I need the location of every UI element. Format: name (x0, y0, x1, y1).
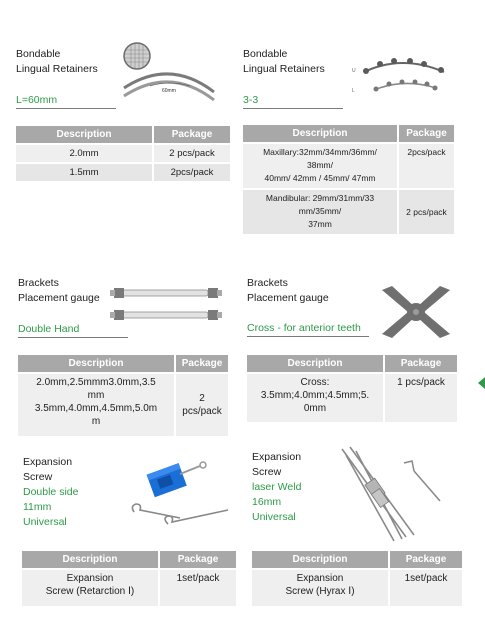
s5-spec-line3: Universal (23, 516, 67, 528)
s3-underline (18, 337, 128, 338)
table-row (251, 569, 463, 607)
s3-subtitle: Double Hand (18, 323, 80, 335)
s5-expansion-screw-image (128, 452, 238, 532)
s6-header-description: Description (251, 550, 389, 569)
table-row (242, 189, 455, 235)
s1-header-description: Description (15, 125, 153, 144)
s2-row2-description: Mandibular: 29mm/31mm/33 mm/35mm/ 37mm (242, 189, 398, 235)
s4-header-row (246, 354, 458, 373)
s4-header-description: Description (246, 354, 384, 373)
s2-title (243, 47, 325, 77)
s5-package: 1set/pack (159, 569, 237, 607)
s2-image-label-u: U (352, 68, 356, 74)
s3-package: 2 pcs/pack (175, 373, 229, 437)
s1-retainer-image (110, 40, 228, 106)
s4-header-package: Package (384, 354, 458, 373)
table-row (246, 373, 458, 423)
s1-row2-description: 1.5mm (15, 163, 153, 182)
s5-title (23, 455, 72, 485)
s3-title (18, 276, 100, 306)
s1-title-line1: Bondable (16, 48, 61, 60)
s5-header-description: Description (21, 550, 159, 569)
s4-cross-gauge-image (378, 284, 454, 340)
s1-title-line2: Lingual Retainers (16, 63, 98, 75)
s3-spec-table (16, 353, 230, 438)
s6-spec-table (250, 549, 464, 608)
s3-gauge-image (108, 280, 228, 328)
table-row (15, 163, 231, 182)
s4-package: 1 pcs/pack (384, 373, 458, 423)
s6-spec-line3: Universal (252, 511, 296, 523)
s2-title-line2: Lingual Retainers (243, 63, 325, 75)
s3-title-line1: Brackets (18, 277, 59, 289)
s2-underline (243, 108, 343, 109)
s6-package: 1set/pack (389, 569, 463, 607)
s1-underline (16, 108, 116, 109)
s2-header-description: Description (242, 124, 398, 143)
table-row (17, 373, 229, 437)
s3-header-description: Description (17, 354, 175, 373)
s5-spec-line1: Double side (23, 486, 79, 498)
s6-header-row (251, 550, 463, 569)
s6-title (252, 450, 301, 480)
s1-header-package: Package (153, 125, 231, 144)
s3-header-package: Package (175, 354, 229, 373)
s2-row2-package: 2 pcs/pack (398, 189, 455, 235)
s1-spec-table (14, 124, 232, 183)
s6-spec-line2: 16mm (252, 496, 282, 508)
s4-title-line2: Placement gauge (247, 292, 329, 304)
s6-description: Expansion Screw (Hyrax Ⅰ) (251, 569, 389, 607)
s3-title-line2: Placement gauge (18, 292, 100, 304)
s1-row2-package: 2pcs/pack (153, 163, 231, 182)
s6-title-line2: Screw (252, 466, 282, 478)
s4-subtitle: Cross - for anterior teeth (247, 322, 361, 334)
s5-spec-line2: 11mm (23, 501, 52, 513)
s2-image-label-l: L (352, 88, 355, 94)
s1-header-row (15, 125, 231, 144)
s4-title (247, 276, 329, 306)
s5-spec-table (20, 549, 238, 608)
s2-subtitle: 3-3 (243, 94, 259, 106)
s4-description: Cross: 3.5mm;4.0mm;4.5mm;5. 0mm (246, 373, 384, 423)
s1-title (16, 47, 98, 77)
s6-hyrax-screw-image (336, 443, 448, 545)
s2-row1-description: Maxillary:32mm/34mm/36mm/ 38mm/ 40mm/ 42mm / 45mm/ 47mm (242, 143, 398, 189)
s1-row1-description: 2.0mm (15, 144, 153, 163)
s2-row1-package: 2pcs/pack (398, 143, 455, 189)
s2-retainer-image (352, 50, 452, 100)
s1-subtitle: L=60mm (16, 94, 58, 106)
s6-title-line1: Expansion (252, 451, 302, 463)
s1-row1-package: 2 pcs/pack (153, 144, 231, 163)
s6-spec-line1: laser Weld (252, 481, 302, 493)
s2-header-package: Package (398, 124, 455, 143)
table-row (15, 144, 231, 163)
s5-title-line2: Screw (23, 471, 53, 483)
s3-header-row (17, 354, 229, 373)
s2-spec-table (241, 123, 456, 236)
s5-header-package: Package (159, 550, 237, 569)
s6-header-package: Package (389, 550, 463, 569)
s4-spec-table (245, 353, 459, 424)
s2-title-line1: Bondable (243, 48, 288, 60)
s4-title-line1: Brackets (247, 277, 288, 289)
table-row (242, 143, 455, 189)
s5-title-line1: Expansion (23, 456, 73, 468)
s4-underline (247, 336, 369, 337)
s5-description: Expansion Screw (Retarction Ⅰ) (21, 569, 159, 607)
s6-specs (252, 480, 301, 525)
left-arrow-icon (478, 377, 485, 389)
s1-image-label: 60mm (162, 88, 176, 94)
table-row (21, 569, 237, 607)
s3-description: 2.0mm,2.5mmm3.0mm,3.5 mm 3.5mm,4.0mm,4.5mm,5.0m m (17, 373, 175, 437)
s2-header-row (242, 124, 455, 143)
s5-header-row (21, 550, 237, 569)
s5-specs (23, 485, 78, 530)
